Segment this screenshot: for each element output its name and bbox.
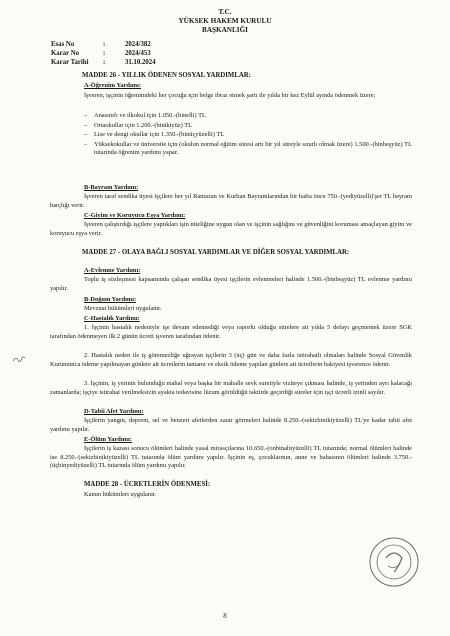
list-item-text: Anasınıfı ve ilkokul için 1.050.-(binelli) TL (94, 112, 206, 119)
holiday-aid-text: İşveren taraf sendika üyesi işçilere her yıl Ramazan ve Kurban Bayramlarından bir hafta önce 750.-(yediyüzelli)'şer TL bayram harçlığı verir. (50, 193, 412, 209)
article-28-text: Kanun hükümleri uygulanır. (84, 491, 157, 498)
list-item-text: Lise ve dengi okullar için 1.350.-(binüçyüzelli) TL (94, 131, 225, 138)
clothing-aid-title: C-Giyim ve Koruyucu Eşya Yardımı: (84, 212, 186, 219)
list-item: – Anasınıfı ve ilkokul için 1.050.-(binelli) TL (84, 112, 206, 119)
meta-value: 2024/382 (125, 41, 151, 48)
meta-row (51, 40, 156, 49)
list-item-text: Ortaokullar için 1.200.-(binikiyüz) TL (94, 121, 193, 129)
meta-row (51, 49, 156, 58)
meta-row (51, 58, 156, 67)
meta-key: Esas No (51, 41, 75, 48)
article-27-title: MADDE 27 - OLAYA BAĞLI SOSYAL YARDIMLAR VE DİĞER SOSYAL YARDIMLAR: (82, 249, 350, 256)
disaster-aid-title: D-Tabii Afet Yardımı: (84, 408, 144, 415)
education-aid-list (84, 112, 412, 158)
page-number: 8 (223, 612, 227, 620)
holiday-aid-title: B-Bayram Yardımı: (84, 184, 139, 191)
birth-aid-text: Mevzuat hükümleri uygulanır. (84, 305, 162, 312)
case-meta (51, 40, 156, 67)
marriage-aid-text: Toplu iş sözleşmesi kapsamında çalışan sendika üyesi işçilerin evlenmeleri halinde 1.500.-(binbeşyüz) TL evlenme yardımı yapılır. (50, 276, 412, 292)
death-aid-title: E-Ölüm Yardımı: (84, 436, 132, 443)
meta-key: Karar Tarihi (51, 59, 89, 66)
handwritten-mark-icon (12, 355, 26, 363)
list-item: – Lise ve dengi okullar için 1.350.-(binüçyüzelli) TL (84, 131, 225, 138)
header-tc: T.C. (218, 8, 232, 16)
clothing-aid-text: İşveren çalıştırdığı işçilere yaptıkları işin niteliğine uygun olan ve işçinin sağlığını ve güvenliğini koruması amaçlayan giyim ve koruyucu eşya verir. (50, 221, 412, 237)
meta-value: 2024/453 (125, 50, 151, 57)
meta-sep: : (103, 59, 106, 66)
official-seal-stamp (368, 536, 420, 588)
illness-aid-item-1: 1. İşçinin hastalık nedeniyle işe devam edemediği veya raporlu olduğu sürelere ait yılda 5 defayı geçmemek üzere SGK tarafından ödenmeyen ilk 2 günün ücreti işveren tarafından ödenir. (50, 324, 412, 340)
list-item-text: Yüksekokullar ve üniversite için (okulun normal eğitim süresi artı bir yıl süreyle sınırlı olmak üzere) 1.500.-(binbeşyüz) TL tutarında öğrenim yardımı yapar. (94, 140, 412, 156)
education-aid-intro: İşveren, işçinin öğrenimdeki her çocuğu için belge ibraz etmek şartı ile yılda bir kez Eylül ayında ödenmek üzere; (84, 92, 376, 99)
meta-sep: : (103, 50, 106, 57)
article-28-title: MADDE 28 - ÜCRETLERİN ÖDENMESİ: (84, 481, 211, 488)
header-institution: YÜKSEK HAKEM KURULU (178, 17, 272, 25)
illness-aid-title: C-Hastalık Yardımı: (84, 315, 140, 322)
list-item: – Yüksekokullar ve üniversite için (okulun normal eğitim süresi artı bir yıl süreyle sınırlı olmak üzere) 1.500.-(binbeşyüz) TL tutarında öğrenim yardımı yapar. (84, 140, 412, 156)
header-department: BAŞKANLIĞI (202, 26, 248, 34)
disaster-aid-text: İşçilerin yangın, deprem, sel ve benzeri afetlerden zarar görmeleri halinde 8.250.-(sekizbinikiyüzelli) TL'ye kadar tabii afet yardımı yapılır. (50, 417, 412, 433)
margin-scribble (12, 355, 26, 365)
list-item: – Ortaokullar için 1.200.-(binikiyüz) TL (84, 121, 193, 129)
marriage-aid-title: A-Evlenme Yardımı: (84, 267, 141, 274)
death-aid-text: İşçilerin iş kazası sonucu ölümleri halinde yasal mirasçılarına 10.650.-(onbinaltıyüzelli) TL tutarında; normal ölümleri halinde ise 8.250.-(sekizbinikiyüzelli) TL tutarında ölüm yardımı yapılır. İşçinin eş, çocuklarının, anne ve babasının ölümleri halinde 3.750.-(üçbinyediyüzelli) TL tutarında ölüm yardımı yapılır. (50, 445, 412, 469)
article-26-title: MADDE 26 - YILLIK ÖDENEN SOSYAL YARDIMLAR: (82, 72, 251, 79)
education-aid-title: A-Öğrenim Yardımı: (84, 82, 141, 89)
birth-aid-title: B-Doğum Yardımı: (84, 296, 137, 303)
illness-aid-item-3: 3. İşçinin, iş yerinin bulunduğu mahal veya başka bir mahalle sevk suretiyle viziteye çıkması halinde, iş yerinden ayrı kalacağı zamanlarda; işçiye istirahat verilmeksizin ayakta tedavisine lüzum görüldüğü taktirde geçirdiği süreler için işçi ücretli izinli sayılır. (50, 380, 412, 396)
meta-value: 31.10.2024 (125, 59, 156, 66)
meta-sep: : (103, 41, 106, 48)
meta-key: Karar No (51, 50, 80, 57)
illness-aid-item-2: 2. Hastalık neden ile iş göremezliğe uğrayan işçilerin 3 (üç) gün ve daha fazla istirahatli olmaları halinde Sosyal Güvenlik Kurumunca ödeme yapılmayan günlere ait ücretlerin tamamı ve eksik ödeme yapılan günlere ait ücretlerin bakiyesi işverence ödenir. (50, 352, 412, 368)
